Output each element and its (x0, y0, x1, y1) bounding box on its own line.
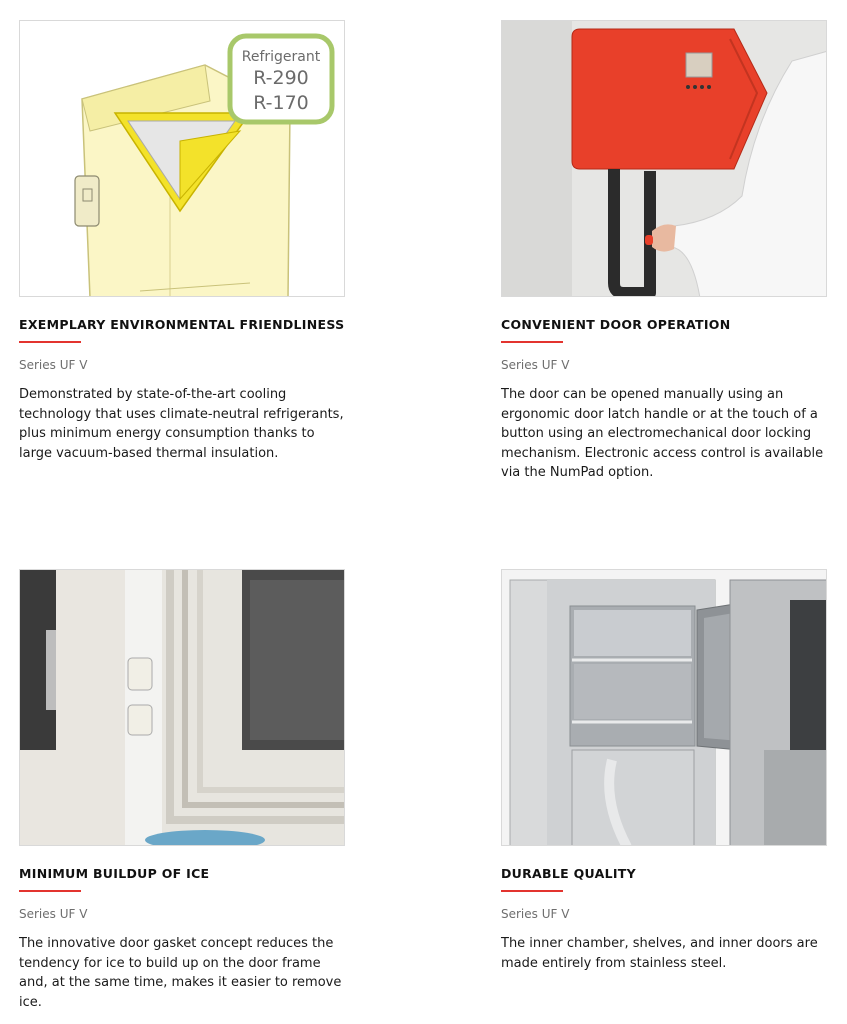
feature-description: The door can be opened manually using an ergonomic door latch handle or at the touch of a button using an electromechanical door locking mechanism. Electronic access control is available via the NumPad option. (501, 387, 824, 480)
accent-rule (501, 890, 563, 892)
door-handle-image (501, 20, 827, 297)
accent-rule (501, 341, 563, 343)
accent-rule (19, 890, 81, 892)
accent-rule (19, 341, 81, 343)
series-label: Series UF V (501, 358, 570, 372)
feature-card-ice-buildup (19, 569, 345, 1012)
stainless-chamber-image (501, 569, 827, 846)
refrigerant-r290: R-290 (253, 67, 309, 89)
feature-card-door-operation (501, 20, 827, 483)
refrigerant-label: Refrigerant (241, 49, 321, 65)
feature-title: DURABLE QUALITY (501, 866, 636, 881)
freezer-diagram-image (19, 20, 345, 297)
series-label: Series UF V (19, 358, 88, 372)
feature-card-environment (19, 20, 345, 463)
feature-description: Demonstrated by state-of-the-art cooling technology that uses climate-neutral refrigerants, plus minimum energy consumption thanks to large vacuum-based thermal insulation. (19, 387, 344, 461)
feature-description: The inner chamber, shelves, and inner doors are made entirely from stainless steel. (501, 936, 818, 971)
refrigerant-r170: R-170 (253, 92, 309, 114)
feature-card-durable-quality (501, 569, 827, 973)
feature-title: EXEMPLARY ENVIRONMENTAL FRIENDLINESS (19, 317, 345, 332)
series-label: Series UF V (501, 907, 570, 921)
feature-description: The innovative door gasket concept reduces the tendency for ice to build up on the door frame and, at the same time, makes it easier to remove ice. (19, 936, 342, 1010)
feature-title: CONVENIENT DOOR OPERATION (501, 317, 731, 332)
door-gasket-image (19, 569, 345, 846)
feature-title: MINIMUM BUILDUP OF ICE (19, 866, 210, 881)
series-label: Series UF V (19, 907, 88, 921)
